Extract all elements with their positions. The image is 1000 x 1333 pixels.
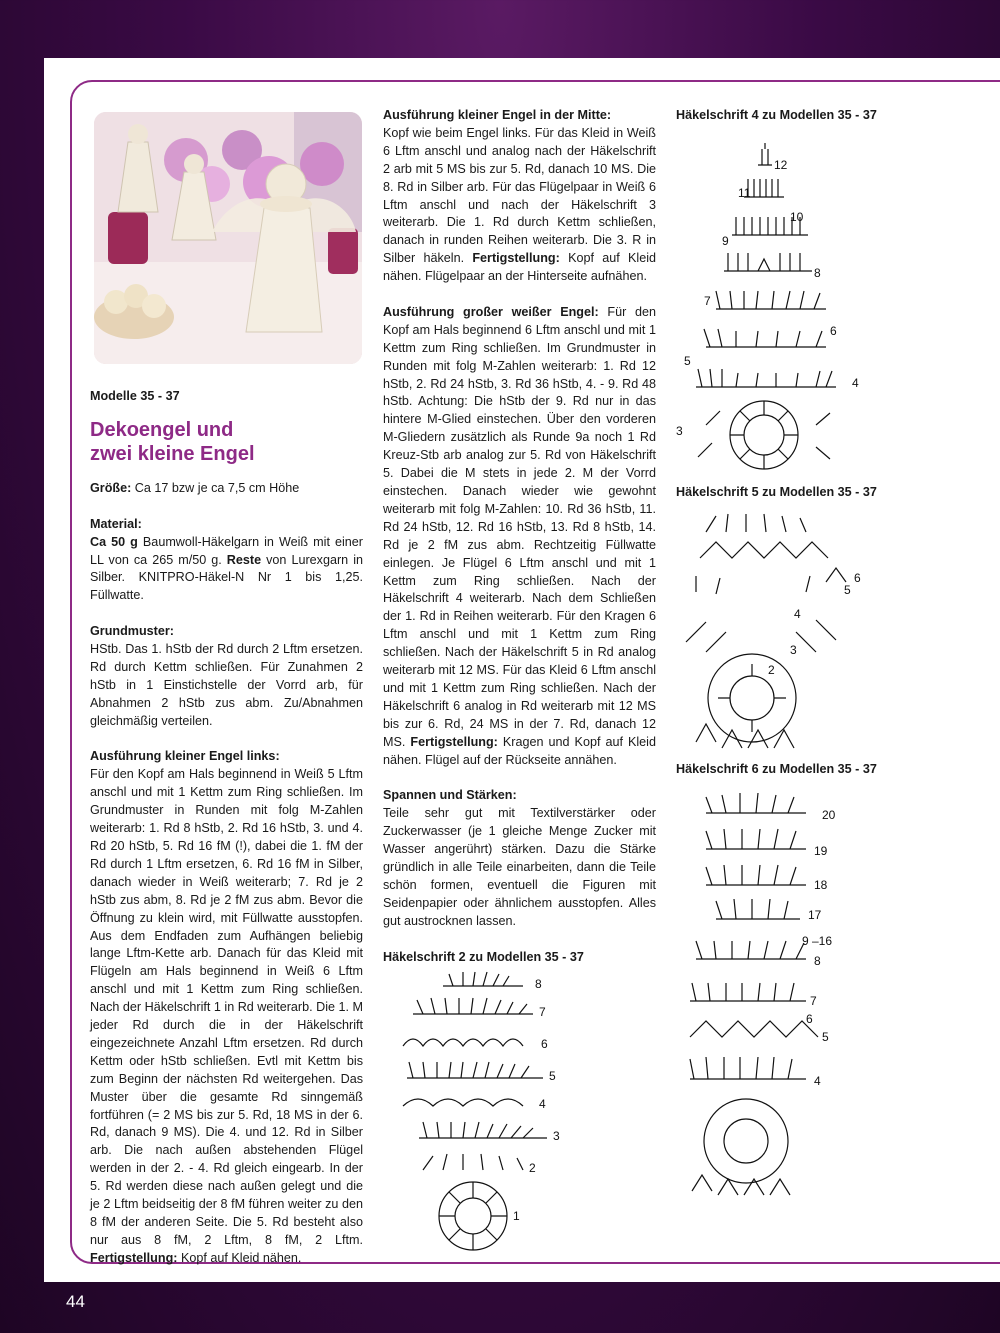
column-middle — [383, 107, 656, 1266]
mitte-finish-label: Fertigstellung: — [472, 251, 560, 266]
chart4-label: 3 — [676, 423, 683, 438]
material-text-2: von Lurexgarn in Silber. KNITPRO-Häkel-N Nr 1 bis 1,25. Füllwatte. — [90, 552, 363, 603]
chart2-label: 3 — [553, 1129, 560, 1144]
gross-finish-text: Kragen und Kopf auf Kleid nähen. Flügel auf der Rückseite annähen. — [383, 734, 656, 767]
chart4-wing-rows — [696, 143, 836, 387]
angel-photo — [94, 112, 362, 364]
chart6-label: 8 — [814, 953, 821, 968]
chart6-label: 5 — [822, 1029, 829, 1044]
links-heading: Ausführung kleiner Engel links: — [90, 749, 280, 764]
chart2-label: 8 — [535, 977, 542, 992]
page-number: 44 — [66, 1292, 85, 1311]
title-line-2: zwei kleine Engel — [90, 442, 255, 465]
chart2-label: 7 — [539, 1005, 546, 1020]
page-title — [90, 418, 363, 466]
gross-paragraph — [383, 304, 656, 770]
links-text: Für den Kopf am Hals beginnend in Weiß 5 Lftm anschl und mit 1 Kettm zum Ring schließen. Im Grundmuster in Runden mit folg M-Zahlen weiterarb: 1. Rd 8 hStb, 2. Rd 16 hStb, 3. und 4. Rd 20 hStb, 5. Rd 16 fM (!), dabei die 1. fM der Rd durch 1 Lftm ersetzen, 6. Rd 16 fM in Silber, danach wieder in Weiß weiterarb; 7. Rd je 2 hStb zus abm, 8. Rd je 2 fM zus abm. Bevor die Öffnung zu klein wird, mit Füllwatte ausstopfen. Aus dem Endfaden zum Aufhängen beliebig lange Lftm-Kette arb. Danach für das Kleid mit Flügeln am Hals beginnend in Weiß 6 Lftm anschl und mit 1 Kettm zum Ring schließen. Nach der Häkelschrift 1 in Rd weiterarb. Die 1. M jeder Rd durch die in der Häkelschrift eingezeichnete Anzahl Lftm ersetzen. Rd durch Kettm oder hStb schließen. Evtl mit Kettm bis zum Beginn der nächsten Rd weitergehen. Das Muster über die gesamte Rd sinngemäß fortführen (= 2 MS bis zur 5. Rd, 18 MS in der 6. Rd, danach 9 MS). Die 4. und 12. Rd in Silber arb. Die nach außen abstehenden Flügel werden in der 2. - 4. Rd gleich eingearb. In der 5. Rd werden diese nach außen gelegt und die je 2 Lftm beidseitig der 8 fM führen weiter zu den 8 fM der anderen Seite. Die 5. Rd besteht also nur aus 8 fM, 2 Lftm, 8 fM, 2 Lftm. — [90, 767, 363, 1247]
chart6-label: 20 — [822, 807, 836, 822]
chart4-label: 4 — [852, 375, 859, 390]
chart5-label: 5 — [844, 582, 851, 597]
links-finish-text: Kopf auf Kleid nähen. — [177, 1250, 302, 1265]
chart5-collar — [686, 514, 846, 748]
chart6-label: 7 — [810, 993, 817, 1008]
chart2-label: 2 — [529, 1161, 536, 1176]
title-line-1: Dekoengel und — [90, 418, 234, 441]
grundmuster-paragraph — [90, 623, 363, 730]
chart4-label: 6 — [830, 323, 837, 338]
chart2-label: 6 — [541, 1037, 548, 1052]
chart2-rows — [403, 972, 547, 1170]
chart5-label: 2 — [768, 662, 775, 677]
gross-heading: Ausführung großer weißer Engel: — [383, 304, 599, 319]
spannen-paragraph — [383, 787, 656, 930]
chart6-label: 19 — [814, 843, 828, 858]
links-finish-label: Fertigstellung: — [90, 1250, 178, 1265]
grundmuster-text: HStb. Das 1. hStb der Rd durch 2 Lftm ersetzen. Rd durch Kettm schließen. Für Zunahmen 2 hStb in 1 Einstichstelle der Vorrd arb, für Abnahmen 2 hStb zus abm. Zu/Abnahmen gleichmäßig verteilen. — [90, 642, 363, 728]
mitte-heading: Ausführung kleiner Engel in der Mitte: — [383, 108, 612, 122]
mitte-finish-text: Kopf auf Kleid nähen. Flügelpaar an der Hinterseite aufnähen. — [383, 251, 657, 284]
chart4-label: 7 — [704, 293, 711, 308]
kicker: Modelle 35 - 37 — [90, 389, 180, 403]
chart5-diagram — [676, 502, 876, 757]
chart4-label: 8 — [814, 265, 821, 280]
chart4-label: 12 — [774, 157, 788, 172]
chart6-label: 4 — [814, 1073, 821, 1088]
chart6-base-ring — [692, 1099, 790, 1195]
material-amount: Ca 50 g — [90, 534, 138, 549]
chart4-label: 9 — [722, 233, 729, 248]
chart4-diagram — [676, 125, 876, 480]
column-left — [90, 388, 363, 1268]
links-paragraph — [90, 748, 363, 1267]
material-text-1: Baumwoll-Häkelgarn in Weiß mit einer LL von ca 265 m/50 g. — [90, 534, 363, 567]
chart6-skirt-rows — [690, 793, 818, 1079]
spannen-text: Teile sehr gut mit Textilverstärker oder Zuckerwasser (je 1 gleiche Menge Zucker mit Wasser angerührt) stärken. Dazu die Stärke gründlich in alle Teile einarbeiten, dann die Teile schön formen, eventuell die Figuren mit Seidenpapier oder ähnlichem ausstopfen. Alles gut austrocknen lassen. — [383, 806, 656, 928]
material-reste: Reste — [226, 552, 262, 567]
chart6-label: 17 — [808, 907, 822, 922]
size-text: Ca 17 bzw je ca 7,5 cm Höhe — [131, 480, 300, 495]
chart2-title: Häkelschrift 2 zu Modellen 35 - 37 — [383, 949, 584, 964]
chart2-label: 1 — [513, 1209, 520, 1224]
chart2-center-ring — [439, 1182, 507, 1250]
gross-finish-label: Fertigstellung: — [410, 734, 498, 749]
chart4-label: 5 — [684, 353, 691, 368]
chart6-label: 9 –16 — [802, 933, 833, 948]
chart6-label: 6 — [806, 1011, 813, 1026]
chart2-label: 5 — [549, 1069, 556, 1084]
spannen-heading: Spannen und Stärken: — [383, 788, 517, 803]
chart4-label: 10 — [790, 209, 804, 224]
chart4-label: 11 — [738, 185, 751, 200]
photo-illustration — [94, 112, 362, 364]
size-paragraph — [90, 480, 363, 498]
mitte-text: Kopf wie beim Engel links. Für das Kleid in Weiß 6 Lftm anschl und analog nach der Häkelschrift 2 arb mit 5 MS bis zur 5. Rd, danach 10 MS. Die 8. Rd in Silber arb. Für das Flügelpaar in Weiß 6 Lftm anschl und nach der Häkelschrift 3 weiterarb. Die 1. Rd durch Kettm schließen, danach in runden Reihen weiterarb. Die 3. R in Silber häkeln. — [383, 125, 656, 266]
chart5-label: 6 — [854, 570, 861, 585]
mitte-paragraph — [383, 107, 656, 286]
material-paragraph — [90, 516, 363, 606]
grundmuster-heading: Grundmuster: — [90, 624, 174, 639]
chart2-diagram — [383, 966, 583, 1266]
chart5-label: 3 — [790, 642, 797, 657]
chart6-diagram — [676, 779, 876, 1199]
chart6-label: 18 — [814, 877, 828, 892]
material-heading: Material: — [90, 516, 142, 531]
chart5-label: 4 — [794, 606, 801, 621]
chart4-title: Häkelschrift 4 zu Modellen 35 - 37 — [676, 108, 877, 122]
size-label: Größe: — [90, 480, 132, 495]
chart2-label: 4 — [539, 1097, 546, 1112]
gross-text: Für den Kopf am Hals beginnend 6 Lftm anschl und mit 1 Kettm zum Ring schließen. Im Grundmuster in Runden mit folg M-Zahlen weiterarb: 1. Rd 12 hStb, 2. Rd 24 hStb, 3. Rd 36 hStb, 4. - 9. Rd 48 hStb. Achtung: Die hStb der 9. Rd nur in das hintere M-Glied einstechen. Über den vorderen M-Gliedern zusätzlich als Runde 9a noch 1 Rd Kreuz-Stb arb analog zur 5. Rd von Häkelschrift 5. Dabei die M stets in jede 2. M der Vorrd einstechen. Danach wieder wie gewohnt weiterarb mit folg M-Zahlen: 10. Rd 36 hStb, 11. Rd 24 hStb, 12. Rd 16 hStb, 13. Rd 8 hStb, 14. Rd je 2 fM zus abm. Rechtzeitig Füllwatte einlegen. Je Flügel 6 Lftm anschl und mit 1 Kettm zum Ring schließen. Nach der Häkelschrift 4 weiterarb. Nach dem Schließen der 1. Rd in Reihen weiterarb. Für den Kragen 6 Lftm anschl und mit 1 Kettm zum Ring schließen. Nach der Häkelschrift 5 in Rd analog weiterarb mit 12 MS. Für das Kleid 6 Lftm anschl und mit 1 Kettm zum Ring schließen. Nach der Häkelschrift 6 analog in Rd weiterarb mit 12 MS bis zur 6. Rd, 24 MS in der 7. Rd, danach 12 MS. — [383, 304, 656, 749]
chart4-base-ring — [698, 401, 830, 469]
chart6-title: Häkelschrift 6 zu Modellen 35 - 37 — [676, 761, 877, 776]
chart5-title: Häkelschrift 5 zu Modellen 35 - 37 — [676, 484, 877, 499]
column-right — [676, 107, 976, 1199]
